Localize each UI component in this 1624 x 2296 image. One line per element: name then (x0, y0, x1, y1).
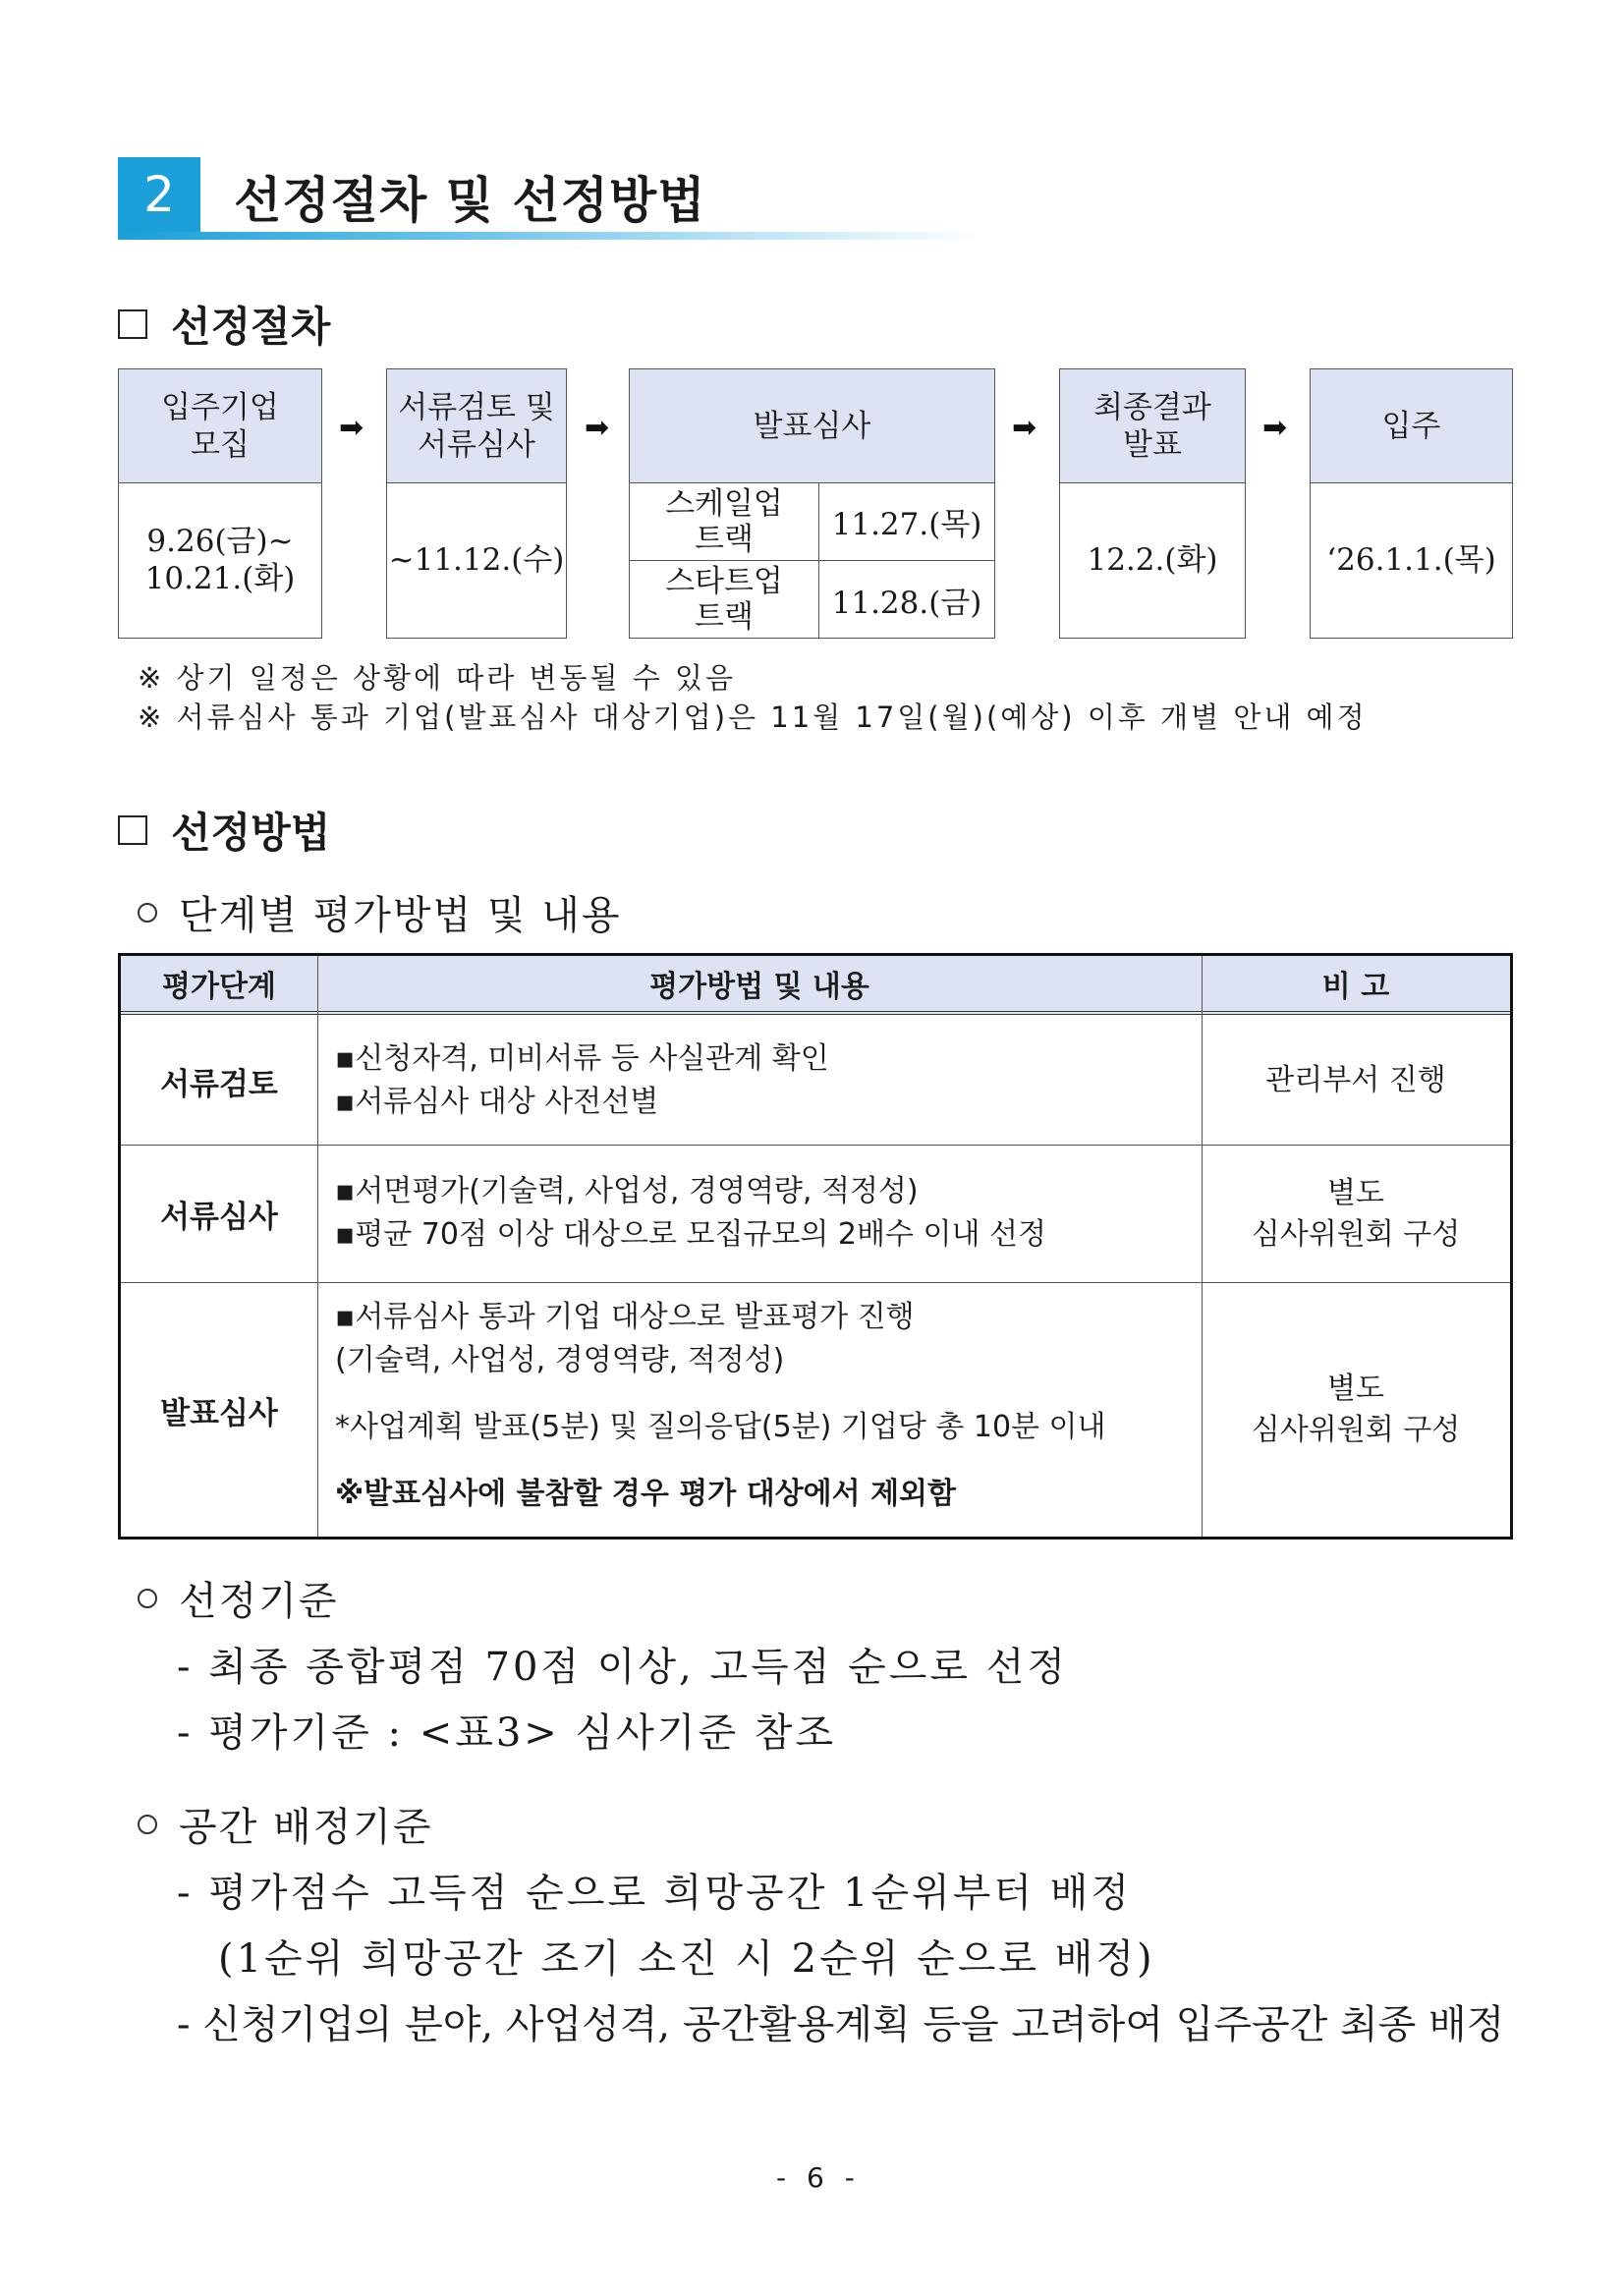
table-header (121, 956, 1510, 1015)
content-line: (기술력, 사업성, 경영역량, 적정성) (335, 1343, 785, 1377)
track-date: 11.27.(목) (831, 507, 982, 542)
arrow-right-icon: ➡ (1262, 411, 1288, 445)
section-title: 선정절차 및 선정방법 (234, 172, 706, 229)
space-item: (1순위 희망공간 조기 소진 시 2순위 순으로 배정) (218, 1936, 1155, 1982)
flow-step-move-in (1310, 368, 1513, 639)
step-title-line: 최종결과 (1093, 389, 1211, 425)
note-line: 별도 (1327, 1175, 1384, 1210)
circle-bullet-icon (138, 1589, 157, 1608)
step-date-line: ~11.12.(수) (388, 542, 565, 578)
checkbox-square-icon (118, 309, 147, 339)
row-note (1202, 1146, 1510, 1282)
content-line: ▪서면평가(기술력, 사업성, 경영역량, 적정성) (335, 1174, 919, 1208)
flow-step-recruit (118, 368, 322, 639)
method-heading (118, 801, 330, 860)
step-date-line: 10.21.(화) (144, 561, 296, 596)
section-header (118, 157, 982, 232)
step-title-line: 입주기업 (161, 389, 279, 425)
header-note: 비 고 (1321, 970, 1390, 1004)
step-title-line: 서류심사 (418, 426, 535, 463)
arrow-right-icon: ➡ (339, 411, 364, 445)
criteria-heading (118, 1570, 339, 1626)
section-number: 2 (118, 157, 200, 232)
eval-method-heading (118, 884, 622, 940)
space-heading (118, 1796, 433, 1852)
method-heading-text: 선정방법 (171, 809, 331, 857)
criteria-item: - 최종 종합평점 70점 이상, 고득점 순으로 선정 (177, 1645, 1069, 1690)
note-line: 심사위원회 구성 (1251, 1413, 1461, 1447)
step-date-line: ‘26.1.1.(목) (1326, 542, 1496, 578)
row-content (335, 1037, 829, 1124)
step-title-line: 발표 (1123, 426, 1182, 463)
track-name-line: 스타트업 (665, 564, 783, 599)
step-date-line: 9.26(금)~ (146, 524, 294, 559)
eval-method-heading-text: 단계별 평가방법 및 내용 (179, 893, 622, 938)
track-name-line: 트랙 (695, 599, 754, 635)
content-line: ▪서류심사 통과 기업 대상으로 발표평가 진행 (335, 1300, 915, 1334)
procedure-heading-text: 선정절차 (171, 303, 331, 351)
track-name-line: 스케일업 (665, 485, 783, 522)
row-content (335, 1296, 1106, 1516)
space-item: - 평가점수 고득점 순으로 희망공간 1순위부터 배정 (177, 1871, 1133, 1916)
track-row-scaleup (630, 482, 994, 561)
content-line: ▪서류심사 대상 사전선별 (335, 1085, 659, 1119)
flow-step-presentation (629, 368, 995, 639)
space-item: - 신청기업의 분야, 사업성격, 공간활용계획 등을 고려하여 입주공간 최종 배정 (177, 2002, 1505, 2047)
circle-bullet-icon (138, 1815, 157, 1834)
header-method: 평가방법 및 내용 (649, 970, 869, 1004)
row-stage: 서류검토 (160, 1066, 278, 1102)
step-date-line: 12.2.(화) (1087, 542, 1218, 578)
note-line: 별도 (1327, 1372, 1384, 1406)
content-line: ▪신청자격, 미비서류 등 사실관계 확인 (335, 1041, 829, 1076)
circle-bullet-icon (138, 903, 157, 923)
step-title-line: 모집 (191, 426, 250, 463)
note-line: 관리부서 진행 (1265, 1063, 1446, 1097)
row-stage: 발표심사 (160, 1395, 278, 1431)
arrow-right-icon: ➡ (585, 411, 610, 445)
criteria-heading-text: 선정기준 (179, 1579, 339, 1624)
row-note (1202, 1017, 1510, 1145)
row-stage: 서류심사 (160, 1200, 278, 1235)
step-title-line: 서류검토 및 (398, 389, 555, 425)
track-date: 11.28.(금) (831, 585, 982, 621)
content-line: *사업계획 발표(5분) 및 질의응답(5분) 기업당 총 10분 이내 (335, 1410, 1106, 1444)
schedule-note-1: ※ 상기 일정은 상황에 따라 변동될 수 있음 (138, 661, 737, 695)
criteria-item: - 평가기준 : <표3> 심사기준 참조 (177, 1710, 837, 1756)
content-line: ▪평균 70점 이상 대상으로 모집규모의 2배수 이내 선정 (335, 1217, 1046, 1252)
evaluation-table (118, 953, 1513, 1540)
page-number: - 6 - (776, 2161, 861, 2194)
step-title: 입주 (1311, 369, 1512, 483)
procedure-heading (118, 295, 330, 354)
track-name-line: 트랙 (695, 521, 754, 557)
schedule-note-2: ※ 서류심사 통과 기업(발표심사 대상기업)은 11월 17일(월)(예상) 이후 개별 안내 예정 (138, 700, 1368, 734)
space-heading-text: 공간 배정기준 (179, 1805, 433, 1850)
track-row-startup (630, 561, 994, 638)
step-title: 발표심사 (630, 369, 994, 483)
content-warning-line: ※발표심사에 불참할 경우 평가 대상에서 제외함 (335, 1477, 957, 1511)
checkbox-square-icon (118, 815, 147, 845)
flow-step-final-result (1059, 368, 1246, 639)
row-note (1202, 1283, 1510, 1537)
flow-step-document-review (386, 368, 567, 639)
row-content (335, 1170, 1046, 1257)
section-underline (118, 232, 982, 240)
header-stage: 평가단계 (162, 970, 276, 1004)
arrow-right-icon: ➡ (1012, 411, 1037, 445)
note-line: 심사위원회 구성 (1251, 1216, 1461, 1252)
